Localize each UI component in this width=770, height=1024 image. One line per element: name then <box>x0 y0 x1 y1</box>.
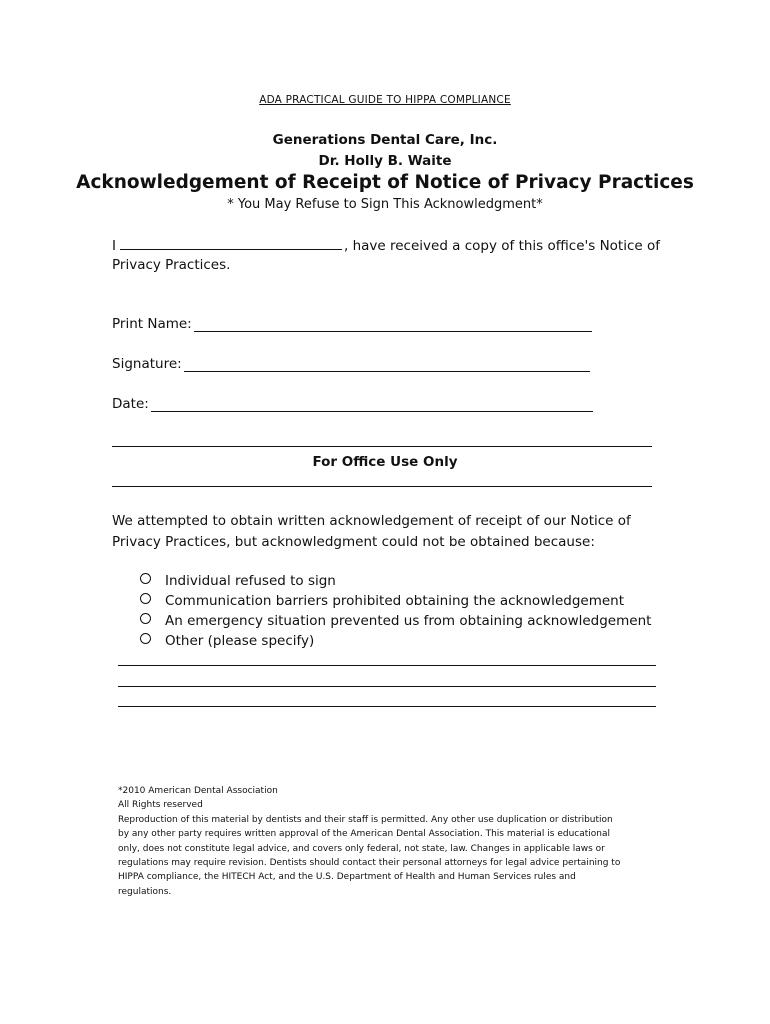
print-name-line[interactable] <box>194 319 592 332</box>
signature-line[interactable] <box>184 359 590 372</box>
statement-prefix: I <box>112 238 116 254</box>
attempt-text-line-1: We attempted to obtain written acknowledgement of receipt of our Notice of <box>112 513 631 529</box>
footer-line: HIPPA compliance, the HITECH Act, and the U.S. Department of Health and Human Services rules and <box>118 872 576 883</box>
signature-field <box>112 356 590 372</box>
circle-bullet-icon <box>140 613 151 624</box>
footer-line: by any other party requires written approval of the American Dental Association. This material is educational <box>118 829 611 840</box>
guide-title: ADA PRACTICAL GUIDE TO HIPPA COMPLIANCE <box>259 94 511 106</box>
date-line[interactable] <box>151 399 593 412</box>
footer-rights: All Rights reserved <box>118 800 203 811</box>
document-title: Acknowledgement of Receipt of Notice of Privacy Practices <box>76 172 694 193</box>
option-other[interactable] <box>140 633 314 649</box>
option-refused[interactable] <box>140 573 336 589</box>
office-use-heading: For Office Use Only <box>312 454 458 470</box>
divider-bottom <box>112 486 652 487</box>
footer-line: only, does not constitute legal advice, and covers only federal, not state, law. Changes in applicable laws or <box>118 843 605 854</box>
date-label: Date: <box>112 396 149 412</box>
footer-line: regulations. <box>118 886 172 897</box>
option-label: Individual refused to sign <box>165 573 336 589</box>
specify-line-3[interactable] <box>118 706 656 707</box>
footer-copyright: *2010 American Dental Association <box>118 786 278 796</box>
statement-line-2: Privacy Practices. <box>112 257 231 273</box>
acknowledgement-statement <box>112 236 660 254</box>
print-name-label: Print Name: <box>112 316 192 332</box>
print-name-field <box>112 316 592 332</box>
attempt-text-line-2: Privacy Practices, but acknowledgment could not be obtained because: <box>112 534 595 550</box>
name-blank[interactable] <box>120 236 342 250</box>
divider-top <box>112 446 652 447</box>
refuse-note: * You May Refuse to Sign This Acknowledgment* <box>227 197 543 212</box>
footer-notice <box>118 784 658 899</box>
statement-suffix: , have received a copy of this office's Notice of <box>343 238 661 254</box>
circle-bullet-icon <box>140 633 151 644</box>
footer-line: Reproduction of this material by dentists and their staff is permitted. Any other use duplication or distribution <box>118 814 613 825</box>
option-label: An emergency situation prevented us from obtaining acknowledgement <box>165 613 652 629</box>
footer-line: regulations may require revision. Dentists should contact their personal attorneys for legal advice pertaining to <box>118 858 621 869</box>
date-field <box>112 396 593 412</box>
specify-line-2[interactable] <box>118 686 656 687</box>
option-communication-barriers[interactable] <box>140 593 624 609</box>
circle-bullet-icon <box>140 573 151 584</box>
specify-line-1[interactable] <box>118 665 656 666</box>
circle-bullet-icon <box>140 593 151 604</box>
option-emergency[interactable] <box>140 613 651 629</box>
option-label: Other (please specify) <box>165 633 315 649</box>
option-label: Communication barriers prohibited obtaining the acknowledgement <box>165 593 624 609</box>
organization-name: Generations Dental Care, Inc. <box>272 132 498 148</box>
doctor-name: Dr. Holly B. Waite <box>318 153 452 169</box>
signature-label: Signature: <box>112 356 182 372</box>
